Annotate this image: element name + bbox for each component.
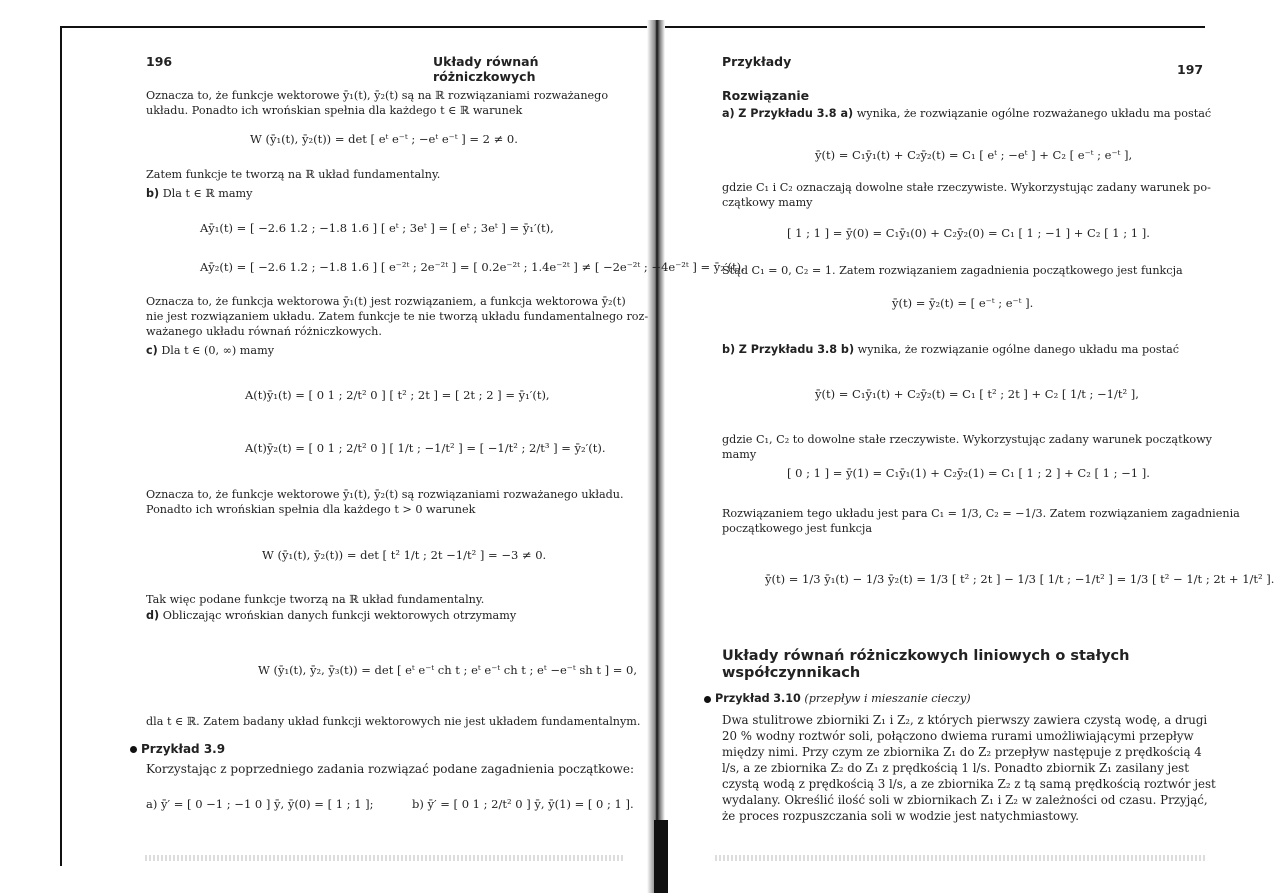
- general-solution-a: ȳ(t) = C₁ȳ₁(t) + C₂ȳ₂(t) = C₁ [ eᵗ ; −eᵗ ] + C₂ [ e⁻ᵗ ; e⁻ᵗ ],: [815, 148, 1133, 162]
- paragraph: układu. Ponadto ich wrońskian spełnia dla każdego t ∈ ℝ warunek: [146, 104, 523, 117]
- initial-problem-a: a) ȳ′ = [ 0 −1 ; −1 0 ] ȳ, ȳ(0) = [ 1 ; 1 ];: [146, 797, 374, 811]
- paragraph: że proces rozpuszczania soli w wodzie jest natychmiastowy.: [722, 809, 1080, 823]
- paragraph: dla t ∈ ℝ. Zatem badany układ funkcji wektorowych nie jest układem fundamentalnym.: [146, 715, 641, 728]
- right-page: [660, 0, 1274, 893]
- paragraph: wydalany. Określić ilość soli w zbiornikach Z₁ i Z₂ w zależności od czasu. Przyjąć,: [722, 793, 1208, 807]
- equation-c1: A(t)ȳ₁(t) = [ 0 1 ; 2/t² 0 ] [ t² ; 2t ] = [ 2t ; 2 ] = ȳ₁′(t),: [245, 388, 550, 402]
- section-heading: współczynnikach: [722, 665, 861, 681]
- paragraph: Tak więc podane funkcje tworzą na ℝ układ fundamentalny.: [146, 593, 485, 606]
- item-c: [146, 343, 274, 358]
- wronskian-equation-3: W (ȳ₁(t), ȳ₂, ȳ₃(t)) = det [ eᵗ e⁻ᵗ ch t ; eᵗ e⁻ᵗ ch t ; eᵗ −e⁻ᵗ sh t ] = 0,: [258, 663, 638, 677]
- paragraph: Zatem funkcje te tworzą na ℝ układ fundamentalny.: [146, 168, 441, 181]
- item-text: wynika, że rozwiązanie ogólne danego układu ma postać: [857, 343, 1180, 356]
- paragraph: mamy: [722, 448, 757, 461]
- paragraph: l/s, a ze zbiornika Z₂ do Z₁ z prędkością 1 l/s. Ponadto zbiornik Z₁ zasilany jest: [722, 761, 1189, 775]
- initial-condition-a: [ 1 ; 1 ] = ȳ(0) = C₁ȳ₁(0) + C₂ȳ₂(0) = C₁ [ 1 ; −1 ] + C₂ [ 1 ; 1 ].: [787, 226, 1150, 240]
- item-text: Dla t ∈ (0, ∞) mamy: [161, 344, 275, 357]
- wronskian-equation-2: W (ȳ₁(t), ȳ₂(t)) = det [ t² 1/t ; 2t −1/t² ] = −3 ≠ 0.: [262, 548, 547, 562]
- paragraph: czątkowy mamy: [722, 196, 813, 209]
- paragraph: ważanego układu równań różniczkowych.: [146, 325, 382, 338]
- example-label: Przykład: [715, 692, 770, 705]
- page-number: 197: [1177, 62, 1204, 77]
- item-reference: Z Przykładu 3.8 b): [738, 343, 855, 356]
- paragraph: Ponadto ich wrońskian spełnia dla każdego t > 0 warunek: [146, 503, 476, 516]
- running-head: Przykłady: [722, 54, 792, 69]
- item-label: c): [146, 344, 158, 357]
- example-number: 3.10: [773, 692, 801, 705]
- paragraph: nie jest rozwiązaniem układu. Zatem funkcje te nie tworzą układu fundamentalnego roz-: [146, 310, 649, 323]
- item-label: b): [146, 187, 160, 200]
- item-d: [146, 608, 516, 623]
- paragraph: Oznacza to, że funkcje wektorowe ȳ₁(t), ȳ₂(t) są rozwiązaniami rozważanego układu.: [146, 488, 624, 501]
- paragraph: gdzie C₁ i C₂ oznaczają dowolne stałe rzeczywiste. Wykorzystując zadany warunek po-: [722, 181, 1211, 194]
- item-a: [722, 106, 1211, 121]
- wronskian-equation-1: W (ȳ₁(t), ȳ₂(t)) = det [ eᵗ e⁻ᵗ ; −eᵗ e⁻ᵗ ] = 2 ≠ 0.: [250, 132, 518, 146]
- example-number: 3.9: [203, 742, 226, 756]
- paragraph: Korzystając z poprzedniego zadania rozwiązać podane zagadnienia początkowe:: [146, 762, 635, 776]
- paragraph: 20 % wodny roztwór soli, połączono dwiema rurami umożliwiającymi przepływ: [722, 729, 1194, 743]
- solution-b: ȳ(t) = 1/3 ȳ₁(t) − 1/3 ȳ₂(t) = 1/3 [ t² ; 2t ] − 1/3 [ 1/t ; −1/t² ] = 1/3 [ t² − 1/t ; 2t + 1/t² ].: [765, 572, 1274, 586]
- page-number: 196: [146, 54, 173, 69]
- equation-b2: Aȳ₂(t) = [ −2.6 1.2 ; −1.8 1.6 ] [ e⁻²ᵗ ; 2e⁻²ᵗ ] = [ 0.2e⁻²ᵗ ; 1.4e⁻²ᵗ ] ≠ [ −2e⁻²ᵗ ; −4e⁻²ᵗ ] = ȳ₂′(t).: [200, 260, 745, 274]
- example-label: Przykład: [141, 742, 200, 756]
- item-text: Obliczając wrońskian danych funkcji wektorowych otrzymamy: [162, 609, 517, 622]
- section-heading: Układy równań różniczkowych liniowych o stałych: [722, 648, 1130, 664]
- general-solution-b: ȳ(t) = C₁ȳ₁(t) + C₂ȳ₂(t) = C₁ [ t² ; 2t ] + C₂ [ 1/t ; −1/t² ],: [815, 387, 1139, 401]
- item-label: b): [722, 343, 736, 356]
- section-title: Rozwiązanie: [722, 88, 810, 103]
- example-heading: [704, 691, 971, 706]
- item-text: Dla t ∈ ℝ mamy: [162, 187, 253, 200]
- example-title: (przepływ i mieszanie cieczy): [804, 692, 971, 705]
- paragraph: Oznacza to, że funkcja wektorowa ȳ₁(t) jest rozwiązaniem, a funkcja wektorowa ȳ₂(t): [146, 295, 626, 308]
- bullet-icon: [704, 696, 711, 703]
- paragraph: Rozwiązaniem tego układu jest para C₁ = 1/3, C₂ = −1/3. Zatem rozwiązaniem zagadnienia: [722, 507, 1240, 520]
- item-text: wynika, że rozwiązanie ogólne rozważanego układu ma postać: [856, 107, 1212, 120]
- item-reference: Z Przykładu 3.8 a): [738, 107, 854, 120]
- paragraph: czystą wodą z prędkością 3 l/s, a ze zbiornika Z₂ z tą samą prędkością roztwór jest: [722, 777, 1216, 791]
- paragraph: między nimi. Przy czym ze zbiornika Z₁ do Z₂ przepływ następuje z prędkością 4: [722, 745, 1202, 759]
- item-b: [722, 342, 1179, 357]
- item-label: d): [146, 609, 160, 622]
- equation-b1: Aȳ₁(t) = [ −2.6 1.2 ; −1.8 1.6 ] [ eᵗ ; 3eᵗ ] = [ eᵗ ; 3eᵗ ] = ȳ₁′(t),: [200, 221, 554, 235]
- equation-c2: A(t)ȳ₂(t) = [ 0 1 ; 2/t² 0 ] [ 1/t ; −1/t² ] = [ −1/t² ; 2/t³ ] = ȳ₂′(t).: [245, 441, 606, 455]
- bullet-icon: [130, 746, 137, 753]
- paragraph: Oznacza to, że funkcje wektorowe ȳ₁(t), ȳ₂(t) są na ℝ rozwiązaniami rozważanego: [146, 89, 609, 102]
- paragraph: początkowego jest funkcja: [722, 522, 873, 535]
- paragraph: Stąd C₁ = 0, C₂ = 1. Zatem rozwiązaniem zagadnienia początkowego jest funkcja: [722, 264, 1183, 277]
- item-label: a): [722, 107, 735, 120]
- paragraph: Dwa stulitrowe zbiorniki Z₁ i Z₂, z których pierwszy zawiera czystą wodę, a drugi: [722, 713, 1208, 727]
- item-b: [146, 186, 252, 201]
- solution-a: ȳ(t) = ȳ₂(t) = [ e⁻ᵗ ; e⁻ᵗ ].: [892, 296, 1034, 310]
- initial-problem-b: b) ȳ′ = [ 0 1 ; 2/t² 0 ] ȳ, ȳ(1) = [ 0 ; 1 ].: [412, 797, 634, 811]
- running-head: Układy równań różniczkowych: [433, 54, 539, 84]
- paragraph: gdzie C₁, C₂ to dowolne stałe rzeczywiste. Wykorzystując zadany warunek początkowy: [722, 433, 1212, 446]
- initial-condition-b: [ 0 ; 1 ] = ȳ(1) = C₁ȳ₁(1) + C₂ȳ₂(1) = C₁ [ 1 ; 2 ] + C₂ [ 1 ; −1 ].: [787, 466, 1150, 480]
- example-heading: [130, 742, 225, 757]
